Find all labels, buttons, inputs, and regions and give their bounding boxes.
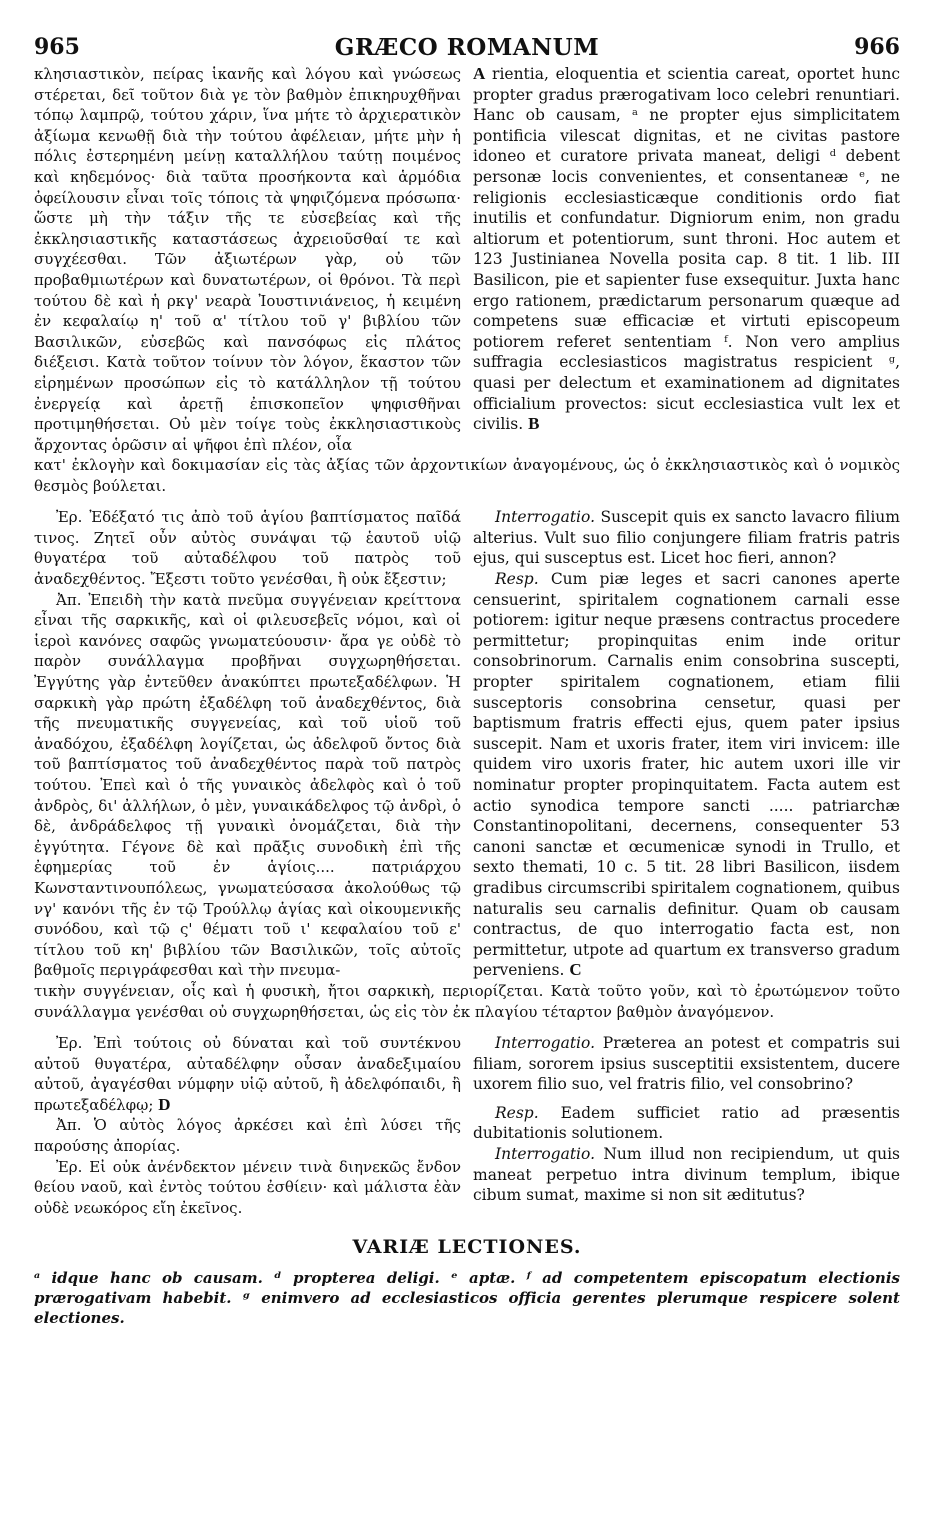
latin-q3: Præterea an potest et compatris sui filiam, sororem ipsius susceptitii exsistentem, ducere uxorem filio suo, vel fratris filio, vel consobrino? bbox=[473, 1033, 900, 1094]
greek-answer: Ἐπειδὴ τὴν κατὰ πνεῦμα συγγένειαν κρείττονα εἶναι τῆς σαρκικῆς, καὶ οἱ φιλευσεβεῖς νόμοι, καὶ οἱ ἱεροὶ κανόνες σαφῶς γνωματεύουσιν· ἄρα γε οὐδὲ τὸ παρὸν συνάλλαγμα προβῆναι συγχωρηθήσεται. Ἐγγύτης γὰρ ἐντεῦθεν ἀνακύπτει πρωτεξαδέλφων. Ἡ σαρκικὴ γὰρ πρώτη ἐξαδέλφη τοῦ ἀναδεχθέντος, διὰ τῆς πνευματικῆς συγγενείας, καὶ τοῦ υἱοῦ τοῦ ἀναδόχου, ἐξαδέλφη λογίζεται, ὡς ἀδελφοῦ ὄντος διὰ τοῦ βαπτίσματος τοῦ ἀναδεχθέντος παρὰ τοῦ πατρὸς τούτου. Ἐπεὶ καὶ ὁ τῆς γυναικὸς ἀδελφὸς καὶ ὁ τοῦ ἀνδρὸς, δι' ἀλλήλων, ὁ μὲν, γυναικάδελφος τῷ ἀνδρὶ, ὁ δὲ, ἀνδράδελφος τῇ γυναικὶ ὀνομάζεται, διὰ τὴν ἐγγύτητα. Γέγονε δὲ καὶ πρᾶξις συνοδικὴ ἐπὶ τῆς ἐφημερίας τοῦ ἐν ἁγίοις.... πατριάρχου Κωνσταντινουπόλεως, γνωματεύσασα ἀκολούθως τῷ νγ' κανόνι τῆς ἐν τῷ Τρούλλῳ ἁγίας καὶ οἰκουμενικῆς συνόδου, καὶ τῷ ς' θέματι τοῦ ι' κεφαλαίου τοῦ ε' τίτλου τοῦ κη' βιβλίου τῶν Βασιλικῶν, τοῖς αὐτοῖς βαθμοῖς περιγράφεσθαι καὶ τὴν πνευμα- bbox=[34, 590, 461, 980]
answer-lead: Ἀπ. bbox=[56, 590, 82, 609]
page-number-right: 966 bbox=[854, 34, 900, 60]
q-lead-4-latin: Interrogatio. bbox=[495, 1144, 595, 1163]
a-lead-3-latin: Resp. bbox=[495, 1103, 539, 1122]
q-lead-3-latin: Interrogatio. bbox=[495, 1033, 595, 1052]
page-body bbox=[34, 64, 900, 1328]
latin-text: rientia, eloquentia et scientia careat, oportet hunc propter gradus prærogativam loco celebri renuntiari. Hanc ob causam, ᵃ ne propter ejus simplicitatem pontificia vilescat dignitas, et ne civitas pastore idoneo et curatore privata maneat, deligi ᵈ debent personæ locis convenientes, et consentaneæ ᵉ, ne religionis ecclesiasticæque conditionis ordo fiat inutilis et confundatur. Digniorum enim, non gradu altiorum et potentiorum, sunt throni. Hoc autem et 123 Justinianea Novella posita cap. 8 tit. 1 lib. III Basilicon, pie et sapienter fuse exsequitur. Juxta hanc ergo rationem, prædictarum personarum quæque ad competens suæ efficaciæ et virtuti episcopeum potiorem referet sententiam ᶠ. Non vero amplius suffragia ecclesiasticos magistratus respicient ᵍ, quasi per delectum et examinationem ad dignitates officialium provectos: sicut ecclesiastica vult lex et civilis. bbox=[473, 65, 900, 434]
latin-a3: Eadem sufficiet ratio ad præsentis dubitationis solutionem. bbox=[473, 1103, 900, 1143]
greek-column-3 bbox=[34, 1033, 467, 1218]
variae-lectiones-title: VARIÆ LECTIONES. bbox=[352, 1236, 582, 1259]
section-2 bbox=[34, 507, 900, 981]
page-header bbox=[0, 30, 934, 64]
latin-column bbox=[467, 64, 900, 455]
section-1-tail: κατ' ἐκλογὴν καὶ δοκιμασίαν εἰς τὰς ἀξίας τῶν ἀρχοντικίων ἀναγομένους, ὡς ὁ ἐκκλησιαστικὸς καὶ ὁ νομικὸς θεσμὸς βούλεται. bbox=[34, 456, 900, 496]
greek-column-2 bbox=[34, 507, 467, 981]
variae-lectiones-text: ᵃ idque hanc ob causam. ᵈ propterea deligi. ᵉ aptæ. ᶠ ad competentem episcopatum electionis prærogativam habebit. ᵍ enimvero ad ecclesiasticos officia gerentes plerumque respicere solent electiones. bbox=[34, 1269, 900, 1328]
section-2-tail: τικὴν συγγένειαν, οἷς καὶ ἡ φυσικὴ, ἤτοι σαρκικὴ, περιορίζεται. Κατὰ τοῦτο γοῦν, καὶ τὸ ἐρωτώμενον τοῦτο συνάλλαγμα γενέσθαι οὐ συγχωρηθήσεται, ὡς εἰς τὸν ἐκ πλαγίου τέταρτον βαθμὸν ἀναγόμενον. bbox=[34, 981, 900, 1021]
section-3 bbox=[34, 1033, 900, 1218]
q-lead-4: Ἐρ. bbox=[56, 1157, 83, 1176]
latin-column-2 bbox=[467, 507, 900, 981]
running-title: GRÆCO ROMANUM bbox=[334, 34, 600, 61]
section-1 bbox=[34, 64, 900, 455]
latin-question: Suscepit quis ex sancto lavacro filium alterius. Vult suo filio conjungere filiam fratris patris ejus, qui susceptus est. Licet hoc fieri, annon? bbox=[473, 508, 900, 568]
margin-marker-c: C bbox=[569, 960, 582, 980]
answer-lead-latin: Resp. bbox=[495, 570, 539, 589]
latin-answer: Cum piæ leges et sacri canones aperte censuerint, spiritalem cognationem carnali esse potiorem: igitur neque præsens contractus procedere permittetur; propinquitas enim inde oritur consobrinorum. Carnalis enim consobrina suscepti, propter spiritalem cognationem, etiam filii susceptoris consobrina censetur, quasi per baptismum fratris effecti ejus, quem pater ipsius suscepit. Nam et uxoris frater, item viri invicem: ille quidem viro uxoris frater, hic autem uxori ille vir nominatur propter propinquitatem. Facta autem est actio synodica tempore sancti ..... patriarchæ Constantinopolitani, decernens, consequenter 53 canoni sanctæ et œcumenicæ synodi in Trullo, et sexto themati, 10 c. 5 tit. 28 libri Basilicon, iisdem gradibus circumscribi spiritalem cognationem, quibus naturalis seu carnalis definitur. Quam ob causam contractus, de quo interrogatio facta est, non permittetur, utpote ad quartum ex transverso gradum perveniens. bbox=[473, 570, 900, 980]
greek-q4: Εἰ οὐκ ἀνένδεκτον μένειν τινὰ διηνεκῶς ἔνδον θείου ναοῦ, καὶ ἐντὸς τούτου ἐσθίειν· καὶ μάλιστα ἐὰν οὐδὲ νεωκόρος εἴη ἐκεῖνος. bbox=[34, 1157, 461, 1217]
latin-q4: Num illud non recipiendum, ut quis maneat perpetuo intra divinum templum, ibique cibum sumat, maxime si non sit æditutus? bbox=[473, 1144, 900, 1205]
greek-text: κλησιαστικὸν, πείρας ἱκανῆς καὶ λόγου καὶ γνώσεως στέρεται, δεῖ τοῦτον διὰ γε τὸν βαθμὸν ἐπικηρυχθῆναι τόπῳ λαμπρῷ, τούτου χάριν, ἵνα μήτε τὸ ἀρχιερατικὸν ἀξίωμα κενωθῇ διὰ τὴν τούτου ἀφέλειαν, μήτε μὴν ἡ πόλις ἐστερημένη μείνῃ καταλλήλου ταύτῃ ποιμένος καὶ κηδεμόνος· διὰ ταῦτα προσήκοντα καὶ ἁρμόδια ὀφείλουσιν εἶναι τοῖς τόποις τὰ ψηφιζόμενα πρόσωπα· ὥστε μὴ τὴν τάξιν τῆς τε εὐσεβείας καὶ τῆς ἐκκλησιαστικῆς καταστάσεως ἀχρειοῦσθαί τε καὶ συγχέεσθαι. Τῶν ἀξιωτέρων γὰρ, οὐ τῶν προβαθμιωτέρων καὶ δυνατωτέρων, οἱ θρόνοι. Τὰ περὶ τούτου δὲ καὶ ἡ ρκγ' νεαρὰ Ἰουστινιάνειος, ἡ κειμένη ἐν κεφαλαίῳ η' τοῦ α' τίτλου τοῦ γ' βιβλίου τῶν Βασιλικῶν, εὐσεβῶς καὶ πανσόφως εἰς πλάτος διέξεισι. Κατὰ τοῦτον τοίνυν τὸν λόγον, ἕκαστον τῶν εἰρημένων προσώπων εἰς τὸ κατάλληλον τῇ τούτου ἐνεργείᾳ καὶ ἀρετῇ ἐπισκοπεῖον ψηφισθῆναι προτιμηθήσεται. Οὐ μὲν τοίγε τοὺς ἐκκλησιαστικοὺς ἄρχοντας ὁρῶσιν αἱ ψῆφοι ἐπὶ πλέον, οἷα bbox=[34, 65, 461, 454]
q-lead-3: Ἐρ. bbox=[56, 1033, 83, 1052]
greek-q3: Ἐπὶ τούτοις οὐ δύναται καὶ τοῦ συντέκνου αὐτοῦ θυγατέρα, αὐταδέλφην οὖσαν ἀναδεξιμαίου αὐτοῦ, ἀγαγέσθαι νύμφην υἱῷ αὐτοῦ, ἢ ἀδελφόπαιδι, ἢ πρωτεξαδέλφῳ; bbox=[34, 1033, 461, 1114]
greek-question: Ἐδέξατό τις ἀπὸ τοῦ ἁγίου βαπτίσματος παῖδά τινος. Ζητεῖ οὖν αὐτὸς συνάψαι τῷ ἑαυτοῦ υἱῷ θυγατέρα τοῦ αὐταδέλφου τοῦ πατρὸς τοῦ ἀναδεχθέντος. Ἔξεστι τοῦτο γενέσθαι, ἢ οὐκ ἔξεστιν; bbox=[34, 508, 461, 589]
question-lead: Ἐρ. bbox=[56, 508, 83, 527]
a-lead-3: Ἀπ. bbox=[56, 1116, 82, 1135]
margin-marker-b: B bbox=[528, 414, 540, 434]
margin-marker-a: A bbox=[473, 64, 486, 83]
question-lead-latin: Interrogatio. bbox=[495, 508, 595, 527]
greek-a3: Ὁ αὐτὸς λόγος ἀρκέσει καὶ ἐπὶ λύσει τῆς παρούσης ἀπορίας. bbox=[34, 1116, 461, 1155]
margin-marker-d: D bbox=[158, 1094, 171, 1114]
page-number-left: 965 bbox=[34, 34, 80, 60]
greek-column bbox=[34, 64, 467, 455]
latin-column-3 bbox=[467, 1033, 900, 1218]
